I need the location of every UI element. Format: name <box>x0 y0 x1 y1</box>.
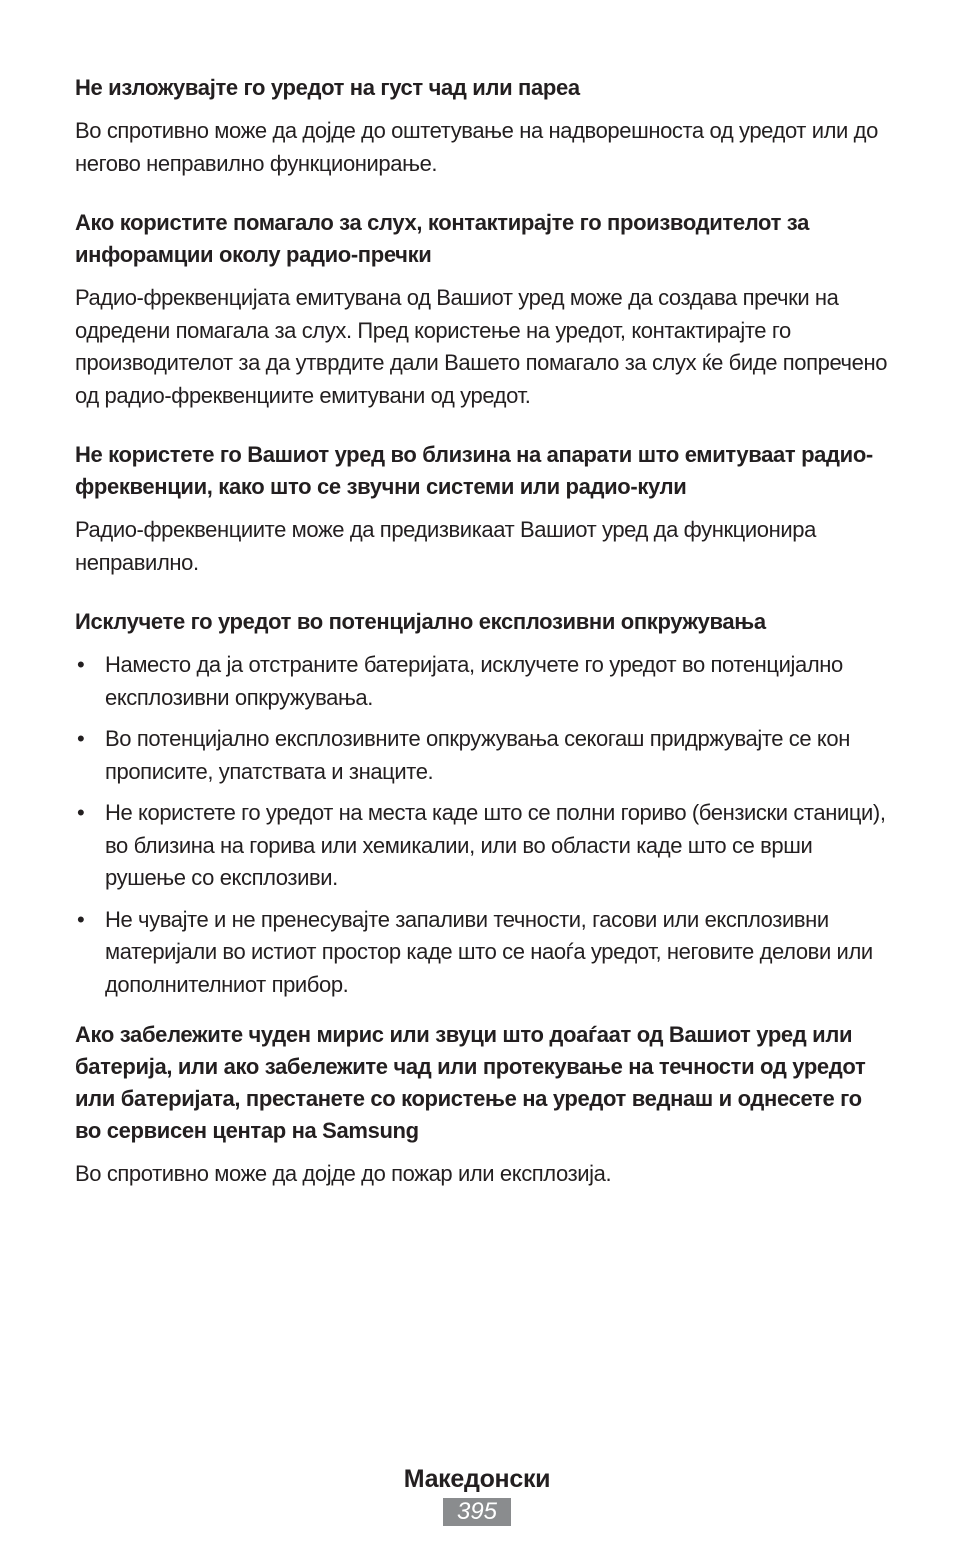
list-item <box>75 797 890 895</box>
section-smoke-vapor <box>75 72 890 180</box>
section-heading: Ако користите помагало за слух, контактирајте го производителот за инфорамции околу радио-пречки <box>75 210 809 267</box>
section-radio-frequency <box>75 439 890 579</box>
list-item-text: Во потенцијално експлозивните опкружувања секогаш придржувајте се кон прописите, упатствата и знаците. <box>105 726 850 784</box>
section-heading: Исклучете го уредот во потенцијално експлозивни опкружувања <box>75 609 766 634</box>
footer-language: Македонски <box>403 1465 551 1493</box>
page-number: 395 <box>443 1498 511 1526</box>
section-heading: Не користете го Вашиот уред во близина на апарати што емитуваат радио-фреквенции, како што се звучни системи или радио-кули <box>75 442 873 499</box>
section-heading: Не изложувајте го уредот на густ чад или пареа <box>75 75 580 100</box>
section-odor-leak <box>75 1019 890 1191</box>
list-item <box>75 723 890 788</box>
section-explosive-environments <box>75 606 890 1001</box>
bullet-icon: • <box>77 800 85 825</box>
bullet-icon: • <box>77 726 85 751</box>
section-text: Радио-фреквенциите може да предизвикаат Вашиот уред да функционира неправилно. <box>75 517 816 575</box>
section-text: Во спротивно може да дојде до оштетување на надворешноста од уредот или до негово неправилно функционирање. <box>75 118 878 176</box>
bullet-icon: • <box>77 906 85 932</box>
section-hearing-aid <box>75 207 890 412</box>
list-item <box>75 904 890 1002</box>
list-item <box>75 649 890 714</box>
list-item-text: Не користете го уредот на места каде што се полни гориво (бензиски станици), во близина на горива или хемикалии, или во области каде што се врши рушење со експлозиви. <box>105 800 886 890</box>
bullet-list <box>75 649 890 1001</box>
list-item-text: Наместо да ја отстраните батеријата, исклучете го уредот во потенцијално експлозивни опкружувања. <box>105 652 843 710</box>
bullet-icon: • <box>77 652 85 677</box>
section-text: Радио-фреквенцијата емитувана од Вашиот уред може да создава пречки на одредени помагала за слух. Пред користење на уредот, контактирајте го производителот за да утврдите дали Вашето помагало за слух ќе биде попречено од радио-фреквенциите емитувани од уредот. <box>75 285 888 408</box>
list-item-text: Не чувајте и не пренесувајте запаливи течности, гасови или експлозивни материјали во истиот простор каде што се наоѓа уредот, неговите делови или дополнителниот прибор. <box>105 906 873 997</box>
page-footer <box>0 1462 954 1526</box>
document-body <box>75 72 890 1218</box>
section-text: Во спротивно може да дојде до пожар или експлозија. <box>75 1161 612 1186</box>
section-heading: Ако забележите чуден мирис или звуци што доаѓаат од Вашиот уред или батерија, или ако забележите чад или протекување на течности од уредот или батеријата, престанете со користење на уредот веднаш и однесете го во сервисен центар на Samsung <box>75 1022 866 1143</box>
